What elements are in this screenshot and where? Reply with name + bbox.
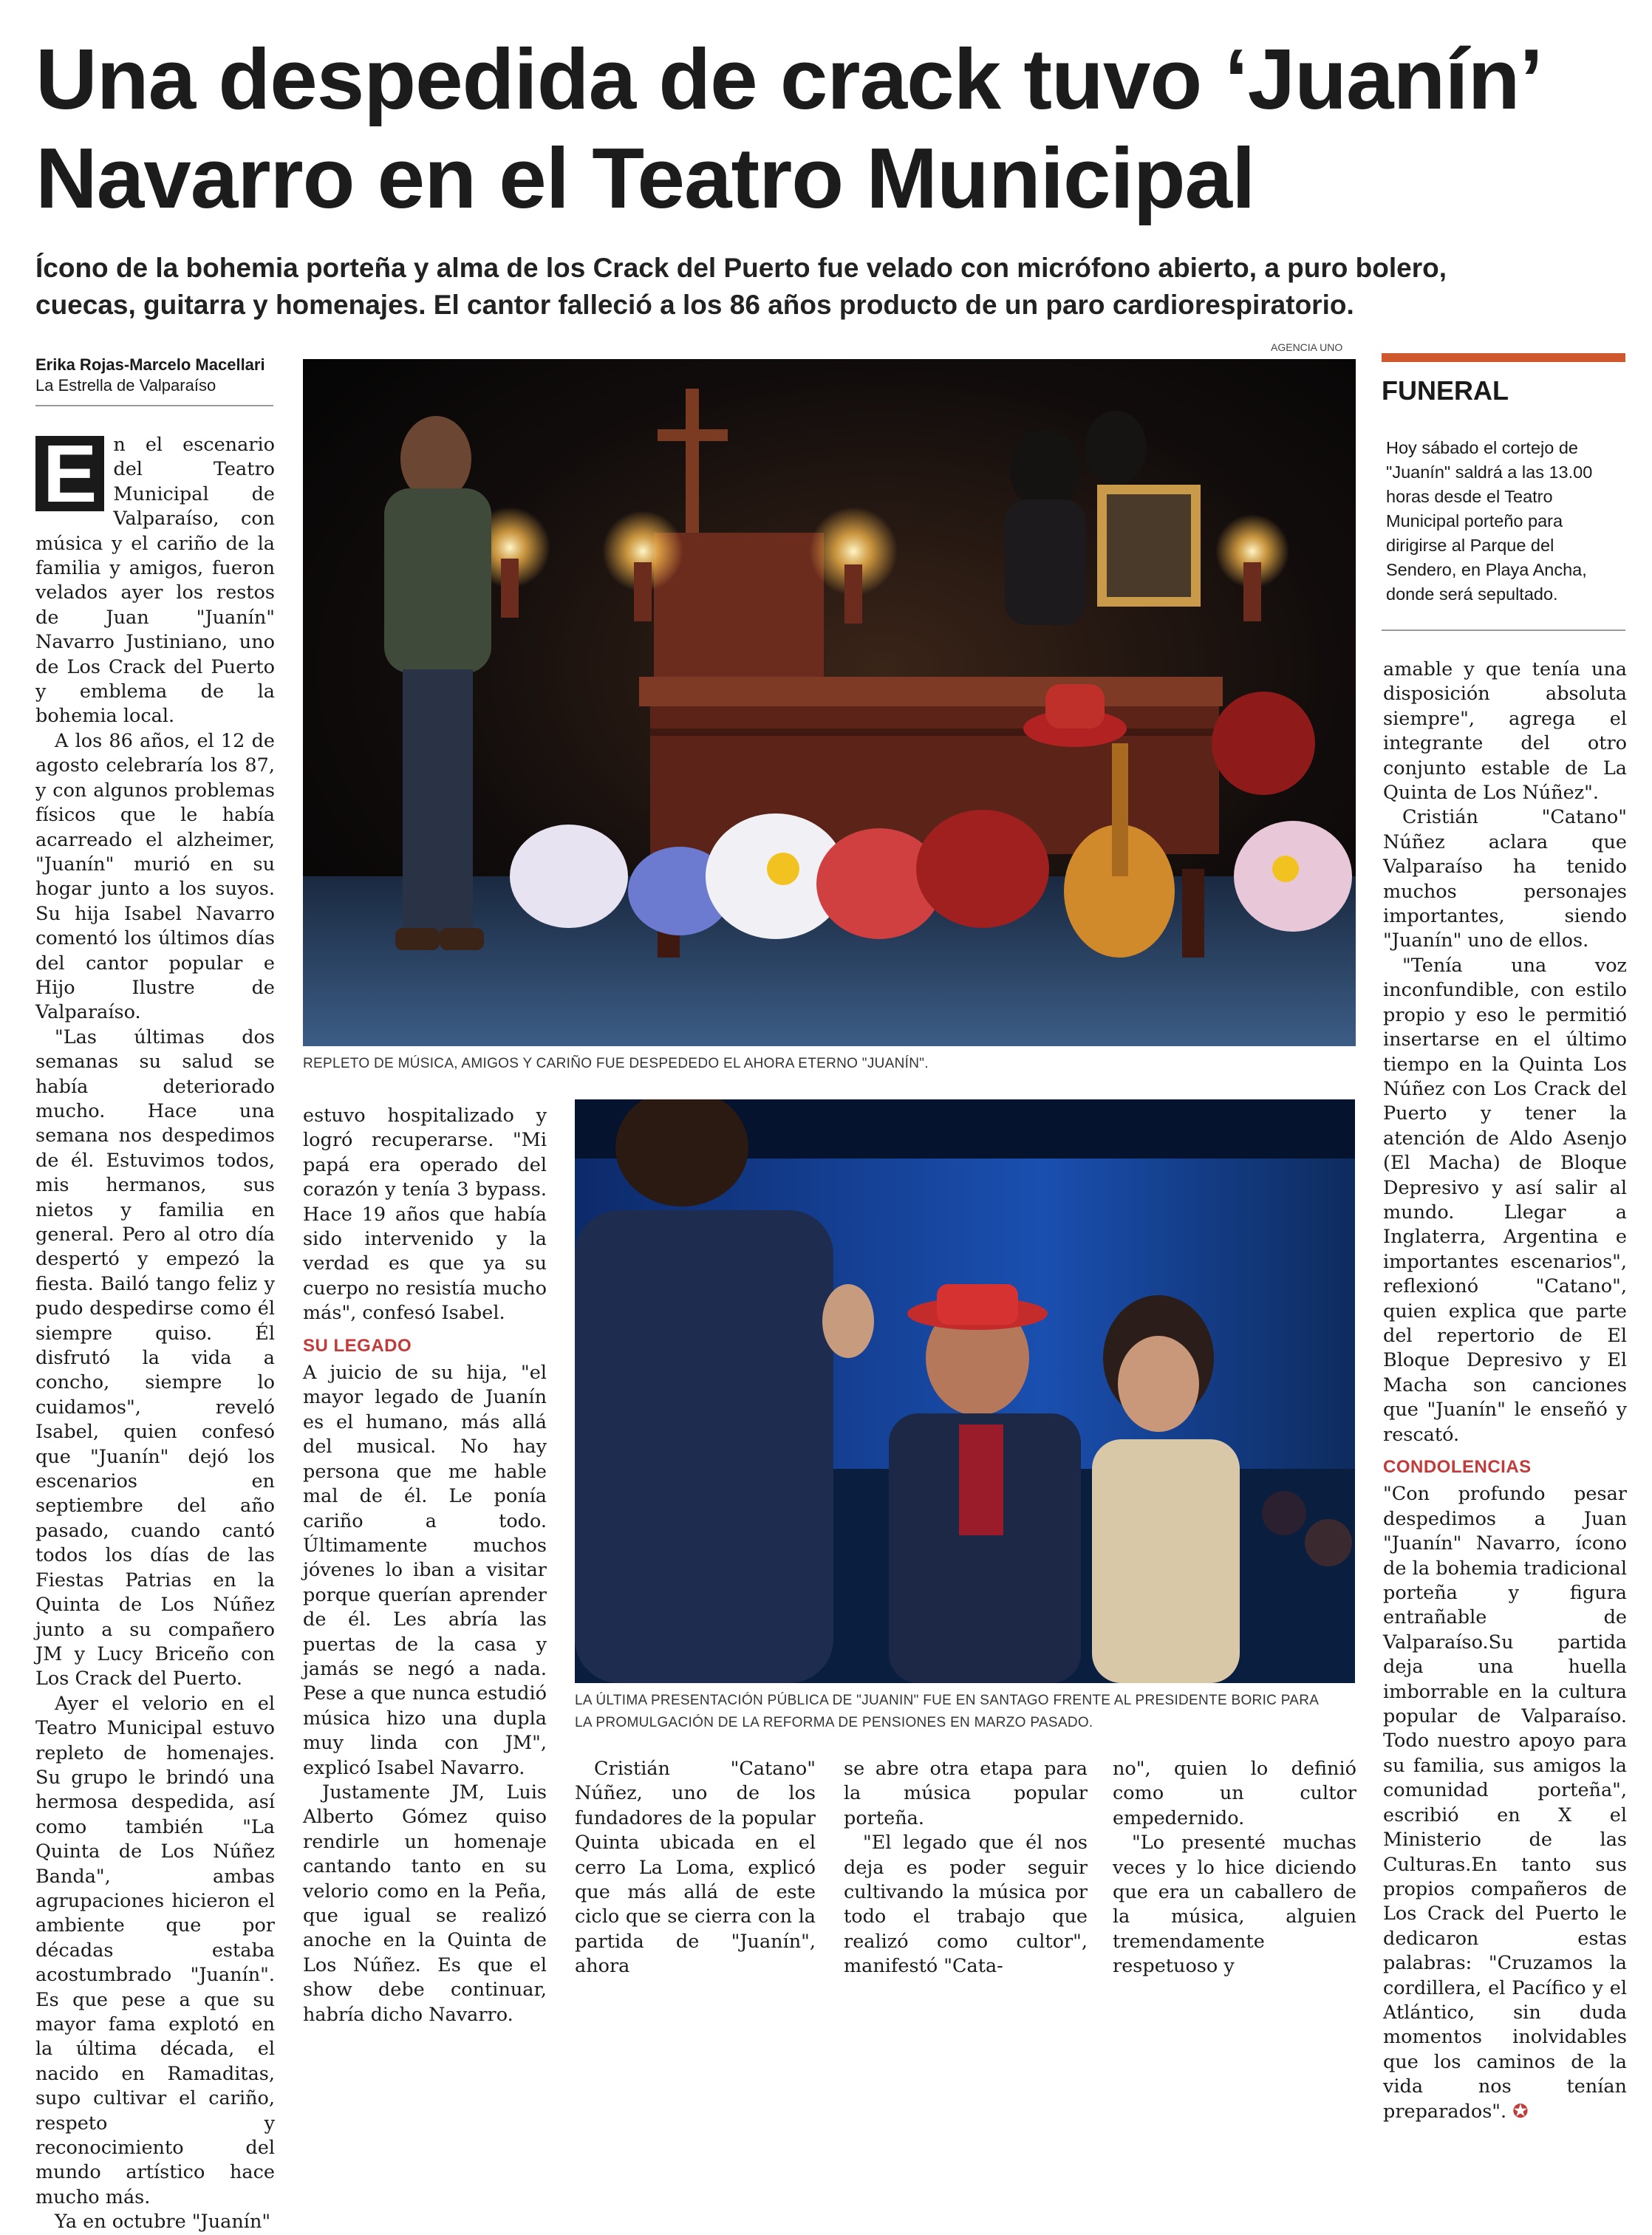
paragraph: A juicio de su hija, "el mayor legado de Juanín es el humano, más allá del musical. No hay persona que me hable mal de él. Le ponía cariño a todo. Últimamente muchos jóvenes lo iban a visitar porque querían aprender de él. Les abría las puertas de la casa y jamás se negó a nada. Pese a que nunca estudió música hizo una dupla muy linda con JM", explicó Isabel Navarro. <box>303 1362 547 1779</box>
sidebar-divider <box>1382 629 1625 631</box>
paragraph: estuvo hospitalizado y logró recuperarse. "Mi papá era operado del corazón y tenía 3 bypass. Hace 19 años que había sido intervenido y la verdad es que ya su cuerpo no resistía mucho más", confesó Isabel. <box>303 1105 547 1325</box>
column-6 <box>1383 658 1627 2123</box>
paragraph: no", quien lo definió como un cultor empedernido. <box>1113 1758 1356 1829</box>
paragraph: Ya en octubre "Juanín" <box>55 2211 271 2234</box>
byline-authors: Erika Rojas-Marcelo Macellari <box>35 355 265 374</box>
column-4 <box>844 1757 1088 1978</box>
photo2-caption-line-2: LA PROMULGACIÓN DE LA REFORMA DE PENSIONES EN MARZO PASADO. <box>575 1715 1093 1730</box>
photo1-caption: REPLETO DE MÚSICA, AMIGOS Y CARIÑO FUE DESPEDEDO EL AHORA ETERNO "JUANÍN". <box>303 1056 929 1071</box>
paragraph: Cristián "Catano" Núñez, uno de los fundadores de la popular Quinta ubicada en el cerro La Loma, explicó que más allá de este ciclo que se cierra con la partida de "Juanín", ahora <box>575 1758 816 1978</box>
column-2 <box>303 1104 547 2026</box>
paragraph-text: n el escenario del Teatro Municipal de Valparaíso, con música y el cariño de la familia y amigos, fueron velados ayer los restos de Juan "Juanín" Navarro Justiniano, uno de Los Crack del Puerto y emblema de la bohemia local. <box>35 434 275 728</box>
photo2-caption-line-1: LA ÚLTIMA PRESENTACIÓN PÚBLICA DE "JUANIN" FUE EN SANTAGO FRENTE AL PRESIDENTE BORIC PARA <box>575 1693 1320 1708</box>
paragraph <box>35 429 275 729</box>
paragraph-text: "Con profundo pesar despedimos a Juan "Juanín" Navarro, ícono de la bohemia tradicional porteña y figura entrañable de Valparaíso.Su partida deja una huella imborrable en la cultura popular de Valparaíso. Todo nuestro apoyo para su familia, sus amigos la comunidad porteña", escribió en X el Ministerio de las Culturas.En tanto sus propios compañeros de Los Crack del Puerto le dedicaron estas palabras: "Cruzamos la cordillera, el Pacífico y el Atlántico, sin duda momentos inolvidables que los caminos de la vida nos tenían preparados". <box>1383 1483 1627 2123</box>
column-3 <box>575 1757 816 1978</box>
column-1 <box>35 429 275 2234</box>
paragraph: "Lo presenté muchas veces y lo hice diciendo que era un caballero de la música, alguien tremendamente respetuoso y <box>1113 1832 1356 1978</box>
end-mark-icon: ✪ <box>1512 2100 1529 2123</box>
column-5 <box>1113 1757 1356 1978</box>
paragraph: Justamente JM, Luis Alberto Gómez quiso rendirle un homenaje cantando tanto en su velorio como en la Peña, que igual se realizó anoche en la Quinta de Los Núñez. Es que el show debe continuar, habría dicho Navarro. <box>303 1781 547 2026</box>
paragraph: Cristián "Catano" Núñez aclara que Valparaíso ha tenido muchos personajes importantes, siendo "Juanín" uno de ellos. <box>1383 806 1627 952</box>
headline <box>35 30 1624 228</box>
sidebar-body: Hoy sábado el cortejo de "Juanín" saldrá a las 13.00 horas desde el Teatro Municipal porteño para dirigirse al Parque del Sendero, en Playa Ancha, donde será sepultado. <box>1386 438 1593 604</box>
deck-line-1: Ícono de la bohemia porteña y alma de los Crack del Puerto fue velado con micrófono abierto, a puro bolero, <box>35 253 1447 283</box>
sidebar-title: FUNERAL <box>1382 375 1509 406</box>
headline-line-1: Una despedida de crack tuvo ‘Juanín’ <box>35 31 1543 127</box>
paragraph: amable y que tenía una disposición absoluta siempre", agrega el integrante del otro conjunto estable de La Quinta de Los Núñez". <box>1383 658 1627 805</box>
headline-line-2: Navarro en el Teatro Municipal <box>35 130 1255 226</box>
photo-credit: AGENCIA UNO <box>1271 341 1343 353</box>
paragraph: "El legado que él nos deja es poder seguir cultivando la música por todo el trabajo que realizó como cultor", manifestó "Cata- <box>844 1832 1088 1978</box>
paragraph: "Tenía una voz inconfundible, con estilo propio y eso le permitió insertarse en el último tiempo en la Quinta Los Núñez con Los Crack del Puerto y tener la atención de Aldo Asenjo (El Macha) de Bloque Depresivo y así salir al mundo. Llegar a Inglaterra, Argentina e importantes escenarios", reflexionó "Catano", quien explica que parte del repertorio de El Bloque Depresivo y El Macha son canciones que "Juanín" le enseñó y rescató. <box>1383 954 1627 1446</box>
deck-line-2: cuecas, guitarra y homenajes. El cantor falleció a los 86 años producto de un paro cardiorespiratorio. <box>35 290 1354 320</box>
paragraph: "Las últimas dos semanas su salud se había deteriorado mucho. Hace una semana nos despedimos de él. Estuvimos todos, mis hermanos, sus nietos y familia en general. Pero al otro día despertó y empezó la fiesta. Bailó tango feliz y pudo despedirse como él siempre quiso. Él disfrutó la vida a concho, siempre lo cuidamos", reveló Isabel, quien confesó que "Juanín" dejó los escenarios en septiembre del año pasado, cuando cantó todos los días de las Fiestas Patrias en la Quinta de Los Núñez junto a su compañero JM y Lucy Briceño con Los Crack del Puerto. <box>35 1026 275 1690</box>
byline-outlet: La Estrella de Valparaíso <box>35 376 216 395</box>
paragraph <box>1383 1482 1627 2124</box>
photo-boric-event <box>575 1099 1355 1683</box>
byline <box>35 355 272 396</box>
sidebar-accent-bar <box>1382 353 1625 362</box>
paragraph: A los 86 años, el 12 de agosto celebraría los 87, y con algunos problemas físicos que le había acarreado el alzheimer, "Juanín" murió en su hogar junto a los suyos. Su hija Isabel Navarro comentó los últimos días del cantor popular e Hijo Ilustre de Valparaíso. <box>35 729 275 1024</box>
deck <box>35 250 1631 324</box>
photo-funeral-stage <box>303 359 1356 1046</box>
boric-event-image <box>575 1099 1355 1683</box>
paragraph: se abre otra etapa para la música popular porteña. <box>844 1758 1088 1829</box>
paragraph: Ayer el velorio en el Teatro Municipal estuvo repleto de homenajes. Su grupo le brindó una hermosa despedida, así como también "La Quinta de Los Núñez Banda", ambas agrupaciones hicieron el ambiente que por décadas estaba acostumbrado "Juanín". Es que pese a que su mayor fama explotó en la última década, el nacido en Ramaditas, supo cultivar el cariño, respeto y reconocimiento del mundo artístico hace mucho más. <box>35 1692 275 2208</box>
subhead-condolencias: CONDOLENCIAS <box>1383 1457 1532 1477</box>
drop-cap: E <box>35 436 104 511</box>
byline-divider <box>35 405 273 406</box>
subhead-legado: SU LEGADO <box>303 1335 412 1356</box>
funeral-stage-image <box>303 359 1356 1046</box>
photo2-caption <box>575 1690 1358 1734</box>
